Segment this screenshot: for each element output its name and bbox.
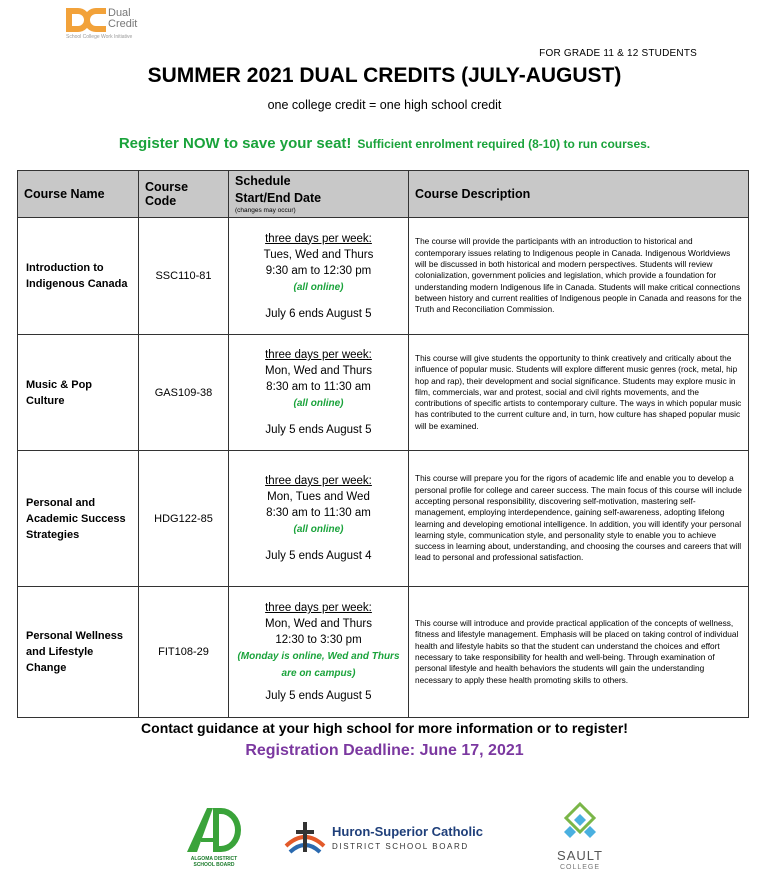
course-description: This course will introduce and provide practical application of the concepts of wellness, fitness and lifestyle management. Emphasis will be placed on taking control of individual health and lifestyle habits so that the student can understand the choices and effort necessary to take responsibility for health and well-being. Through examination of personal lifestyle and health behaviors the students will gain the understanding necessary to apply these health promoting skills to others. xyxy=(409,587,749,718)
page-subtitle: one college credit = one high school credit xyxy=(267,98,502,112)
courses-table xyxy=(17,170,749,718)
course-name: Personal and Academic Success Strategies xyxy=(18,451,139,587)
dual-credit-logo xyxy=(64,6,174,46)
course-description: This course will prepare you for the rigors of academic life and enable you to develop a personal profile for college and career success. The main focus of this course will include accepting personal responsibility, discovering self-motivation, mastering self-management, employing interdependence, gaining self-awareness, adopting lifelong learning and developing emotional intelligence. In addition, you will identify your personal learning style, communication style, and personality style to enable you to achieve success in learning about, understanding, and choosing the courses and careers that will lead to personal and professional satisfaction. xyxy=(409,451,749,587)
sault-college-logo: SAULT COLLEGE xyxy=(550,800,610,878)
register-now-text: Register NOW to save your seat! xyxy=(118,135,352,152)
header-schedule: Schedule Start/End Date (changes may occur) xyxy=(229,171,409,218)
course-description: This course will give students the opportunity to think creatively and critically about the influence of popular music. Students will explore different music genres (rock, metal, hip hop and rap), their development and social significance. Students may explore music in film, commercials, war and protest, social and civil rights movements, and the contributions of specific artists to contemporary culture. The ways in which popular music has contributed to the current culture and, in turn, how culture has shaped popular music will be examined. xyxy=(409,335,749,451)
course-name: Introduction to Indigenous Canada xyxy=(18,218,139,335)
header-course-code: Course Code xyxy=(139,171,229,218)
course-code: SSC110-81 xyxy=(139,218,229,335)
course-description: The course will provide the participants with an introduction to historical and contemporary issues relating to Indigenous people in Canada. Indigenous Worldviews will be discussed in both historical and modern perspectives. Students will review colonialization, government policies and legislation, which provide a foundation for understanding modern Indigenous life in Canada. Students will make critical connections between history and current realities of Indigenous people in Canada and reasons for the Truth and Reconciliation Commission. xyxy=(409,218,749,335)
table-row xyxy=(18,451,749,587)
course-code: GAS109-38 xyxy=(139,335,229,451)
course-code: FIT108-29 xyxy=(139,587,229,718)
dual-credit-wordmark: Dual Credit xyxy=(108,7,138,30)
contact-guidance-text: Contact guidance at your high school for more information or to register! xyxy=(141,720,628,736)
cross-crest-icon xyxy=(282,818,328,858)
course-name: Music & Pop Culture xyxy=(18,335,139,451)
dual-credit-mark-icon xyxy=(64,6,108,34)
course-schedule: three days per week: Mon, Tues and Wed 8:30 am to 11:30 am (all online) July 5 ends August 4 xyxy=(229,451,409,587)
algoma-wordmark: ALGOMA DISTRICT SCHOOL BOARD xyxy=(190,856,238,868)
table-row xyxy=(18,587,749,718)
course-schedule: three days per week: Tues, Wed and Thurs 9:30 am to 12:30 pm (all online) July 6 ends August 5 xyxy=(229,218,409,335)
course-schedule: three days per week: Mon, Wed and Thurs 12:30 to 3:30 pm (Monday is online, Wed and Thurs are on campus) July 5 ends August 5 xyxy=(229,587,409,718)
header-course-name: Course Name xyxy=(18,171,139,218)
table-row xyxy=(18,335,749,451)
algoma-mark-icon xyxy=(183,804,245,856)
dual-credit-tagline: School College Work Initiative xyxy=(66,34,133,40)
algoma-logo xyxy=(183,804,245,874)
course-schedule: three days per week: Mon, Wed and Thurs 8:30 am to 11:30 am (all online) July 5 ends August 5 xyxy=(229,335,409,451)
table-header-row xyxy=(18,171,749,218)
enrolment-note: Sufficient enrolment required (8-10) to run courses. xyxy=(357,137,651,151)
table-row xyxy=(18,218,749,335)
grade-note: FOR GRADE 11 & 12 STUDENTS xyxy=(539,48,697,59)
header-description: Course Description xyxy=(409,171,749,218)
registration-deadline: Registration Deadline: June 17, 2021 xyxy=(245,742,524,759)
sault-mark-icon xyxy=(550,800,610,846)
huron-superior-logo: Huron-Superior Catholic DISTRICT SCHOOL BOARD xyxy=(282,818,522,858)
course-code: HDG122-85 xyxy=(139,451,229,587)
page-title: SUMMER 2021 DUAL CREDITS (JULY-AUGUST) xyxy=(147,64,622,87)
course-name: Personal Wellness and Lifestyle Change xyxy=(18,587,139,718)
register-banner xyxy=(0,135,769,153)
